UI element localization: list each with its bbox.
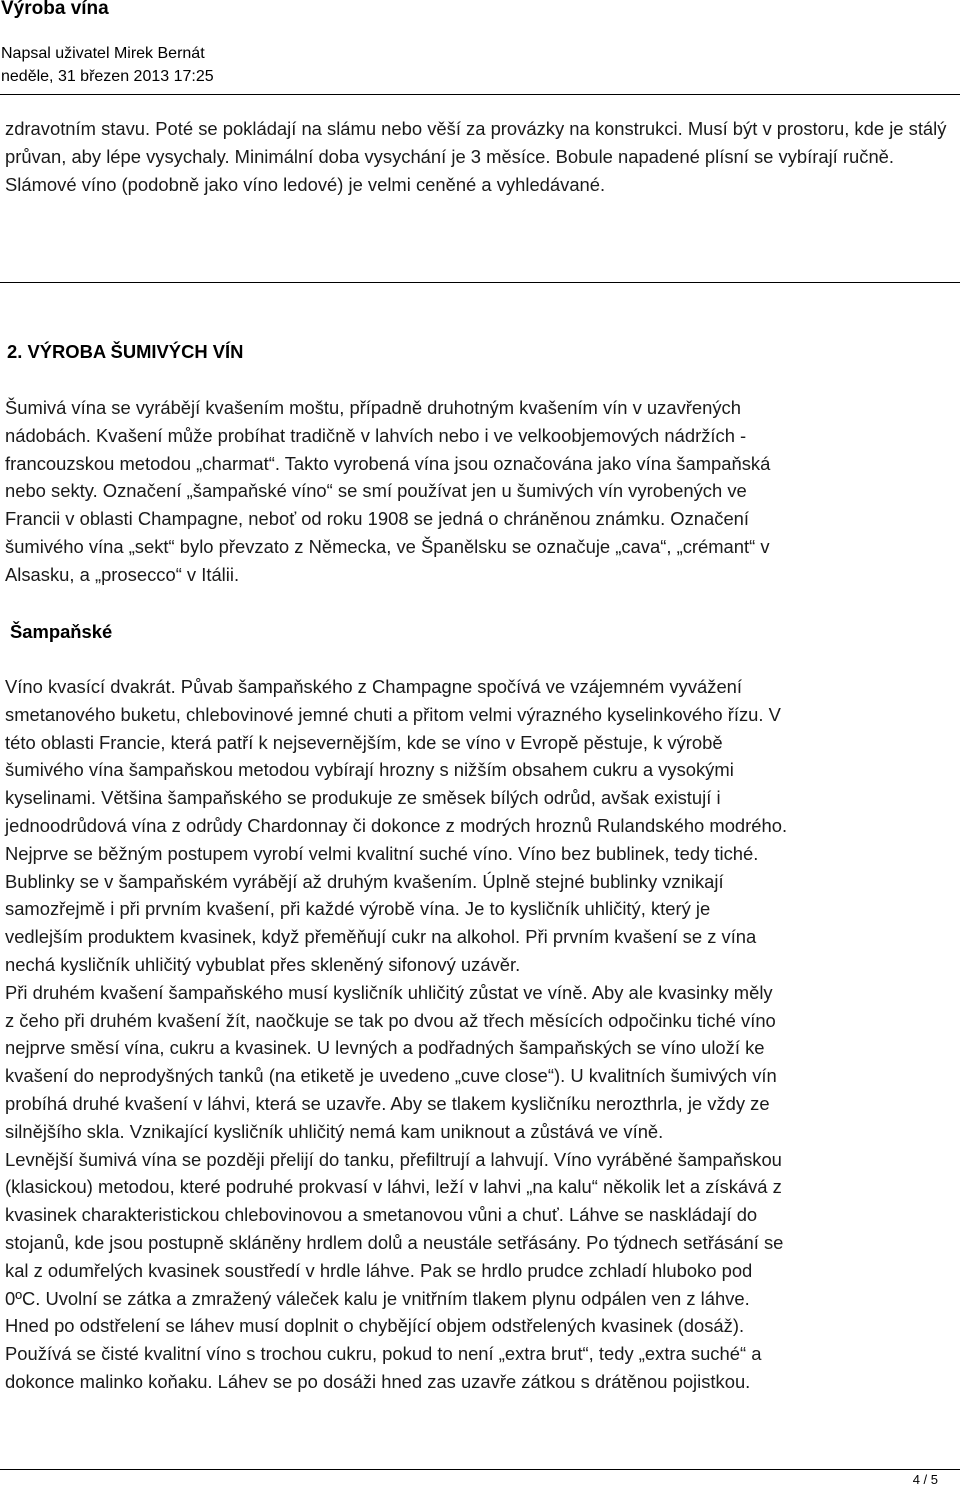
text-line: nejprve směsí vína, cukru a kvasinek. U levných a podřadných šampaňských se víno uloží ke [5, 1037, 765, 1059]
intro-paragraph: zdravotním stavu. Poté se pokládají na slámu nebo věší za provázky na konstrukci. Musí být v prostoru, kde je stálý průvan, aby lépe vysychaly. Minimální doba vysychání je 3 měsíce. Bobule napadené plísní se vybírají ručně. Slámové víno (podobně jako víno ledové) je velmi ceněné a vyhledávané. [5, 118, 947, 195]
footer-divider [0, 1469, 960, 1470]
text-line: Francii v oblasti Champagne, neboť od roku 1908 se jedná o chráněnou známku. Označení [5, 508, 750, 530]
text-line: stojanů, kde jsou postupně skláпěny hrdlem dolů a neustále setřásány. Po týdnech setřásání se [5, 1231, 784, 1253]
text-line: Při druhém kvašení šampaňského musí kysličník uhličitý zůstat ve víně. Aby ale kvasinky měly [5, 981, 773, 1003]
text-line: (klasickou) metodou, které podruhé prokvasí v láhvi, leží v lahvi „na kalu“ několik let a získává z [5, 1176, 782, 1198]
text-line: šumivého vína „sekt“ bylo převzato z Německa, ve Španělsku se označuje „cava“, „crémant“ v [5, 535, 770, 557]
sparkling-wine-paragraph [5, 394, 957, 589]
text-line: Víno kvasící dvakrát. Půvab šampaňského z Champagne spočívá ve vzájemném vyvážení [5, 676, 743, 697]
text-line: nádobách. Kvašení může probíhat tradičně v lahvích nebo i ve velkoobjemových nádržích - [5, 424, 747, 446]
text-line: dokonce malinko koňaku. Láhev se po dosáži hned zas uzavře zátkou s drátěnou pojistkou. [5, 1370, 751, 1392]
text-line: Hned po odstřelení se láhev musí doplnit o chybějící objem odstřelených kvasinek (dosáž). [5, 1315, 745, 1337]
page-number: 4 / 5 [912, 1472, 938, 1487]
text-line: kvašení do neprodyšných tanků (na etiketě je uvedeno „cuve close“). U kvalitních šumivých vín [5, 1065, 777, 1087]
text-line: smetanového buketu, chlebovinové jemné chuti a přitom velmi výrazného kyselinkového řízu. V [5, 703, 781, 725]
text-line: Alsasku, a „prosecco“ v Itálii. [5, 563, 240, 585]
text-line: Bublinky se v šampaňském vyrábějí až druhým kvašením. Úplně stejné bublinky vznikají [5, 870, 724, 892]
text-line: Šumivá vína se vyrábějí kvašením moštu, případně druhotným kvašením vín v uzavřených [5, 397, 741, 418]
text-line: z čeho při druhém kvašení žít, naočkuje se tak po dvou až třech měsících odpočinku tiché víno [5, 1009, 776, 1031]
champagne-paragraph [5, 673, 957, 1396]
text-line: nechá kysličník uhličitý vybublat přes skleněný sifonový uzávěr. [5, 953, 521, 975]
text-line: Levnější šumivá vína se později přelijí do tanku, přefiltrují a lahvují. Víno vyráběné šampaňskou [5, 1148, 782, 1170]
header-divider [0, 94, 960, 95]
section-heading: 2. VÝROBA ŠUMIVÝCH VÍN [7, 341, 244, 362]
text-line: vedlejším produktem kvasinek, když přeměňují cukr na alkohol. Při prvním kvašení se z vína [5, 926, 757, 948]
page-title: Výroba vína [1, 0, 109, 19]
text-line: Nejprve se běžným postupem vyrobí velmi kvalitní suché víno. Víno bez bublinek, tedy tiché. [5, 842, 759, 864]
text-line: francouzskou metodou „charmat“. Takto vyrobená vína jsou označována jako vína šampaňská [5, 452, 771, 474]
text-line: probíhá druhé kvašení v láhvi, která se uzavře. Aby se tlakem kysličníku nerozthrla, je vždy ze [5, 1092, 770, 1114]
author-line: Napsal uživatel Mirek Bernát [1, 45, 205, 62]
text-line: kyselinami. Většina šampaňského se produkuje ze směsek bílých odrůd, avšak existují i [5, 787, 721, 809]
text-line: 0ºC. Uvolní se zátka a zmražený váleček kalu je vnitřním tlakem plynu odpálen ven z láhve. [5, 1287, 750, 1309]
text-line: nebo sekty. Označení „šampaňské víno“ se smí používat jen u šumivých vín vyrobených ve [5, 480, 747, 502]
champagne-subheading: Šampaňské [10, 621, 113, 642]
text-line: kal z odumřelých kvasinek soustředí v hrdle láhve. Pak se hrdlo prudce zchladí hluboko pod [5, 1259, 753, 1281]
text-line: samozřejmě i při prvním kvašení, při každé výrobě vína. Je to kysličník uhličitý, který je [5, 898, 711, 920]
text-line: kvasinek charakteristickou chlebovinovou a smetanovou vůni a chuť. Láhve se naskládají do [5, 1204, 758, 1226]
section-divider [0, 282, 960, 283]
text-line: této oblasti Francie, která patří k nejsevernějším, kde se víno v Evropě pěstuje, k výrobě [5, 731, 723, 753]
text-line: jednoodrůdová vína z odrůdy Chardonnay či dokonce z modrých hroznů Rulandského modrého. [5, 814, 788, 836]
document-header [0, 0, 960, 95]
text-line: Používá se čisté kvalitní víno s trochou cukru, pokud to není „extra brut“, tedy „extra suché“ a [5, 1343, 762, 1365]
publish-date: neděle, 31 březen 2013 17:25 [1, 68, 214, 85]
text-line: silnějšího skla. Vznikající kysličník uhličitý nemá kam uniknout a zůstává ve víně. [5, 1120, 664, 1142]
text-line: šumivého vína šampaňskou metodou vybírají hrozny s nižším obsahem cukru a vysokými [5, 759, 734, 781]
